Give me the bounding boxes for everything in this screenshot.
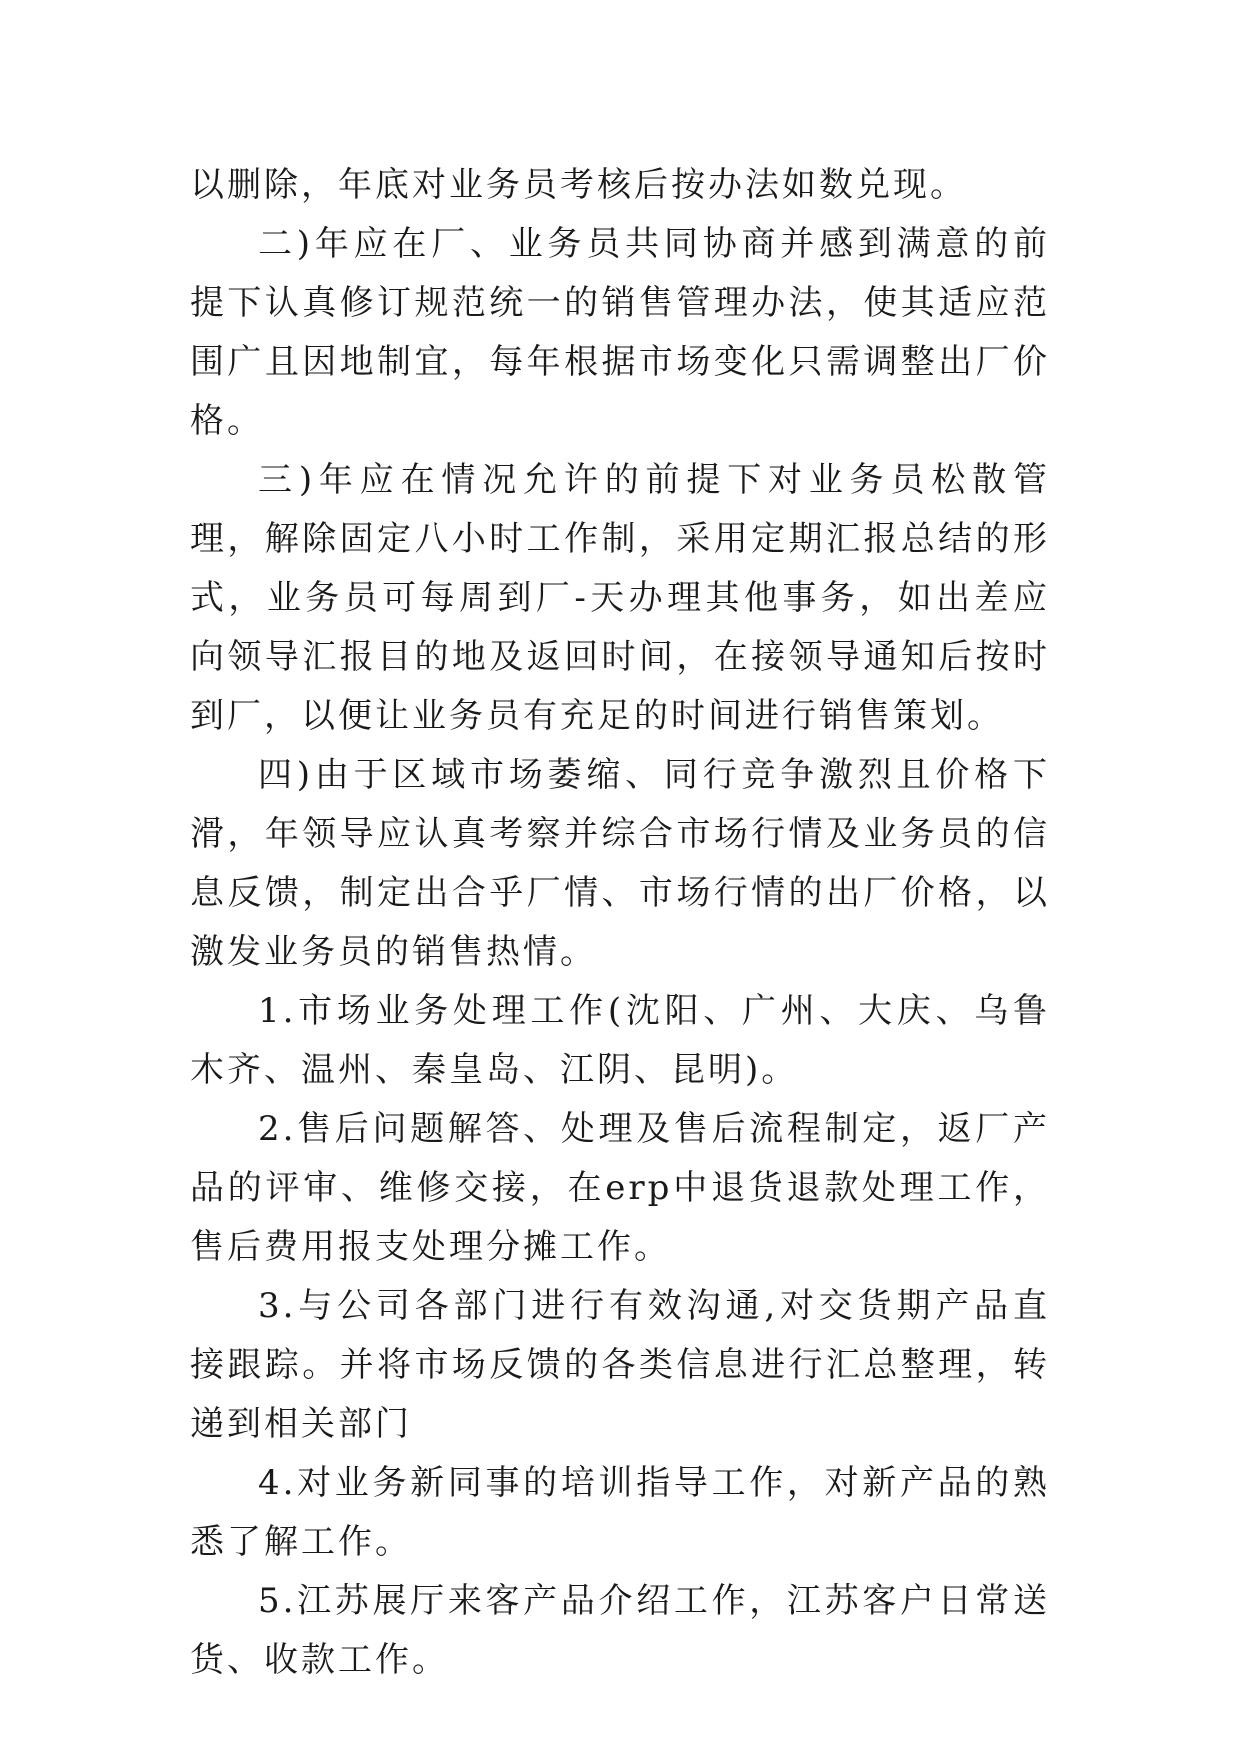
document-body	[190, 156, 1050, 1690]
paragraph-section-4: 四)由于区域市场萎缩、同行竞争激烈且价格下滑，年领导应认真考察并综合市场行情及业务员的信息反馈，制定出合乎厂情、市场行情的出厂价格，以激发业务员的销售热情。	[190, 755, 1050, 972]
list-item-3: 3.与公司各部门进行有效沟通,对交货期产品直接跟踪。并将市场反馈的各类信息进行汇总整理，转递到相关部门	[190, 1286, 1050, 1444]
list-item-4: 4.对业务新同事的培训指导工作，对新产品的熟悉了解工作。	[190, 1463, 1050, 1562]
list-item-5: 5.江苏展厅来客产品介绍工作，江苏客户日常送货、收款工作。	[190, 1581, 1050, 1680]
paragraph-section-2: 二)年应在厂、业务员共同协商并感到满意的前提下认真修订规范统一的销售管理办法，使其适应范围广且因地制宜，每年根据市场变化只需调整出厂价格。	[190, 224, 1050, 441]
list-item-2: 2.售后问题解答、处理及售后流程制定，返厂产品的评审、维修交接，在erp中退货退款处理工作，售后费用报支处理分摊工作。	[190, 1109, 1050, 1267]
list-item-1: 1.市场业务处理工作(沈阳、广州、大庆、乌鲁木齐、温州、秦皇岛、江阴、昆明)。	[190, 991, 1050, 1090]
paragraph-continuation: 以删除，年底对业务员考核后按办法如数兑现。	[190, 165, 967, 205]
paragraph-section-3: 三)年应在情况允许的前提下对业务员松散管理，解除固定八小时工作制，采用定期汇报总结的形式，业务员可每周到厂-天办理其他事务，如出差应向领导汇报目的地及返回时间，在接领导通知后按时到厂，以便让业务员有充足的时间进行销售策划。	[190, 460, 1050, 736]
